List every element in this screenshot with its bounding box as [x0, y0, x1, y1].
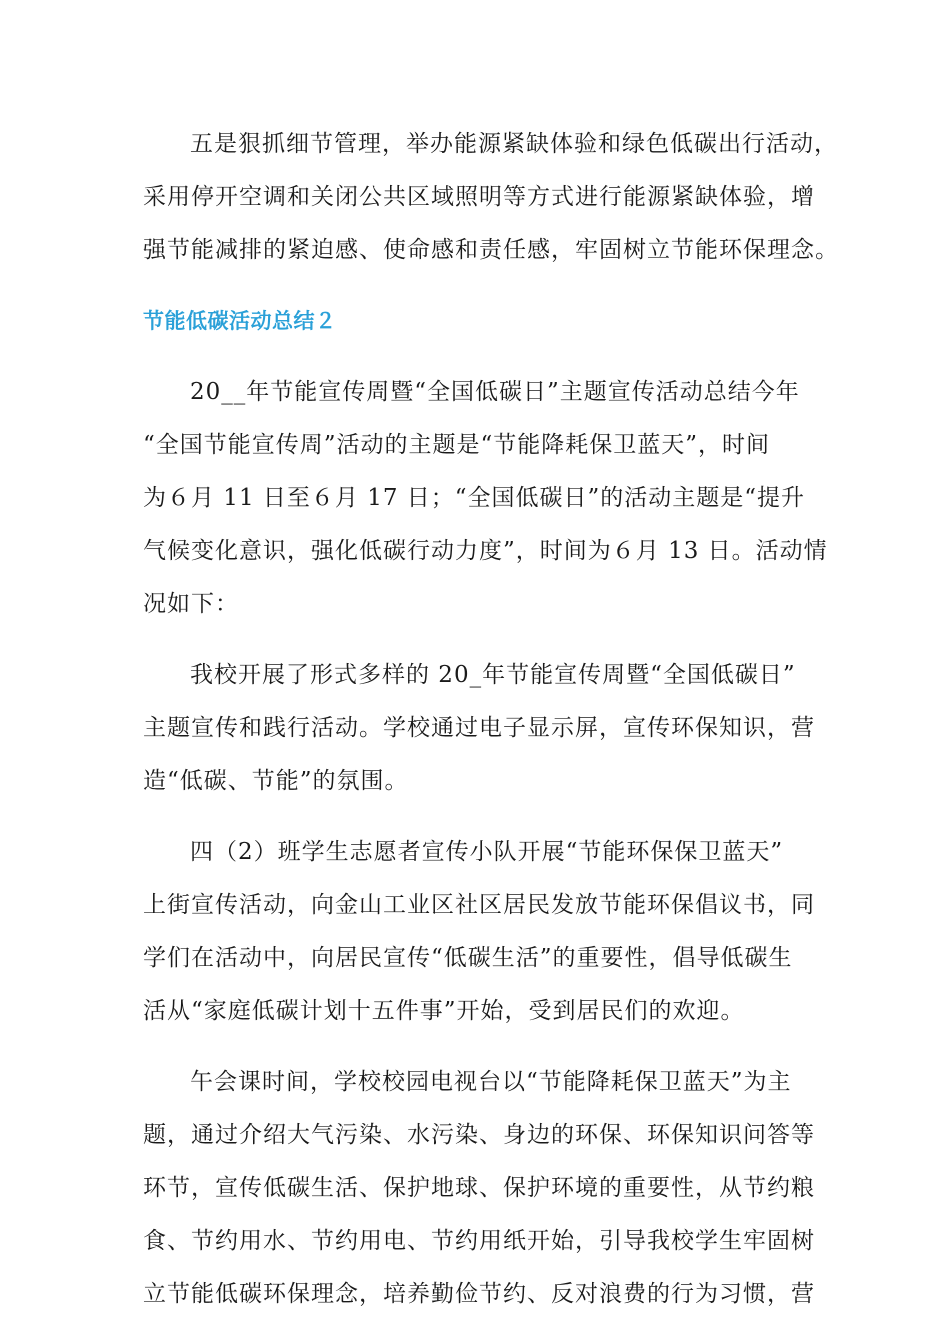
- paragraph-line: 上街宣传活动，向金山工业区社区居民发放节能环保倡议书，同: [143, 892, 815, 918]
- paragraph-line: 强节能减排的紧迫感、使命感和责任感，牢固树立节能环保理念。: [143, 237, 839, 263]
- paragraph-line: 采用停开空调和关闭公共区域照明等方式进行能源紧缺体验，增: [143, 184, 815, 210]
- paragraph-line: 为６月 11 日至６月 17 日；“全国低碳日”的活动主题是“提升: [143, 485, 806, 511]
- document-body: [143, 118, 839, 1321]
- paragraph-line: 活从“家庭低碳计划十五件事”开始，受到居民们的欢迎。: [143, 998, 745, 1024]
- paragraph-line: 我校开展了形式多样的 20_年节能宣传周暨“全国低碳日”: [190, 662, 796, 688]
- paragraph-line: “全国节能宣传周”活动的主题是“节能降耗保卫蓝天”，时间: [143, 432, 771, 458]
- paragraph-line: 午会课时间，学校校园电视台以“节能降耗保卫蓝天”为主: [190, 1069, 792, 1095]
- paragraph-line: 况如下：: [143, 591, 239, 617]
- paragraph-4: [143, 826, 815, 1038]
- paragraph-line: 气候变化意识，强化低碳行动力度”，时间为６月 13 日。活动情: [143, 538, 828, 564]
- paragraph-line: 环节，宣传低碳生活、保护地球、保护环境的重要性，从节约粮: [143, 1175, 815, 1201]
- section-heading: 节能低碳活动总结２: [143, 309, 337, 333]
- paragraph-line: 主题宣传和践行活动。学校通过电子显示屏，宣传环保知识，营: [143, 715, 815, 741]
- paragraph-line: 学们在活动中，向居民宣传“低碳生活”的重要性，倡导低碳生: [143, 945, 793, 971]
- paragraph-line: 20__年节能宣传周暨“全国低碳日”主题宣传活动总结今年: [190, 379, 800, 405]
- paragraph-line: 五是狠抓细节管理，举办能源紧缺体验和绿色低碳出行活动，: [190, 131, 838, 157]
- paragraph-line: 题，通过介绍大气污染、水污染、身边的环保、环保知识问答等: [143, 1122, 815, 1148]
- paragraph-5: [143, 1056, 815, 1321]
- paragraph-line: 立节能低碳环保理念，培养勤俭节约、反对浪费的行为习惯，营: [143, 1281, 815, 1307]
- paragraph-2: [143, 366, 828, 631]
- paragraph-line: 食、节约用水、节约用电、节约用纸开始，引导我校学生牢固树: [143, 1228, 815, 1254]
- paragraph-3: [143, 649, 815, 808]
- paragraph-line: 四（2）班学生志愿者宣传小队开展“节能环保保卫蓝天”: [190, 839, 784, 865]
- paragraph-1: [143, 118, 839, 277]
- paragraph-line: 造“低碳、节能”的氛围。: [143, 768, 409, 794]
